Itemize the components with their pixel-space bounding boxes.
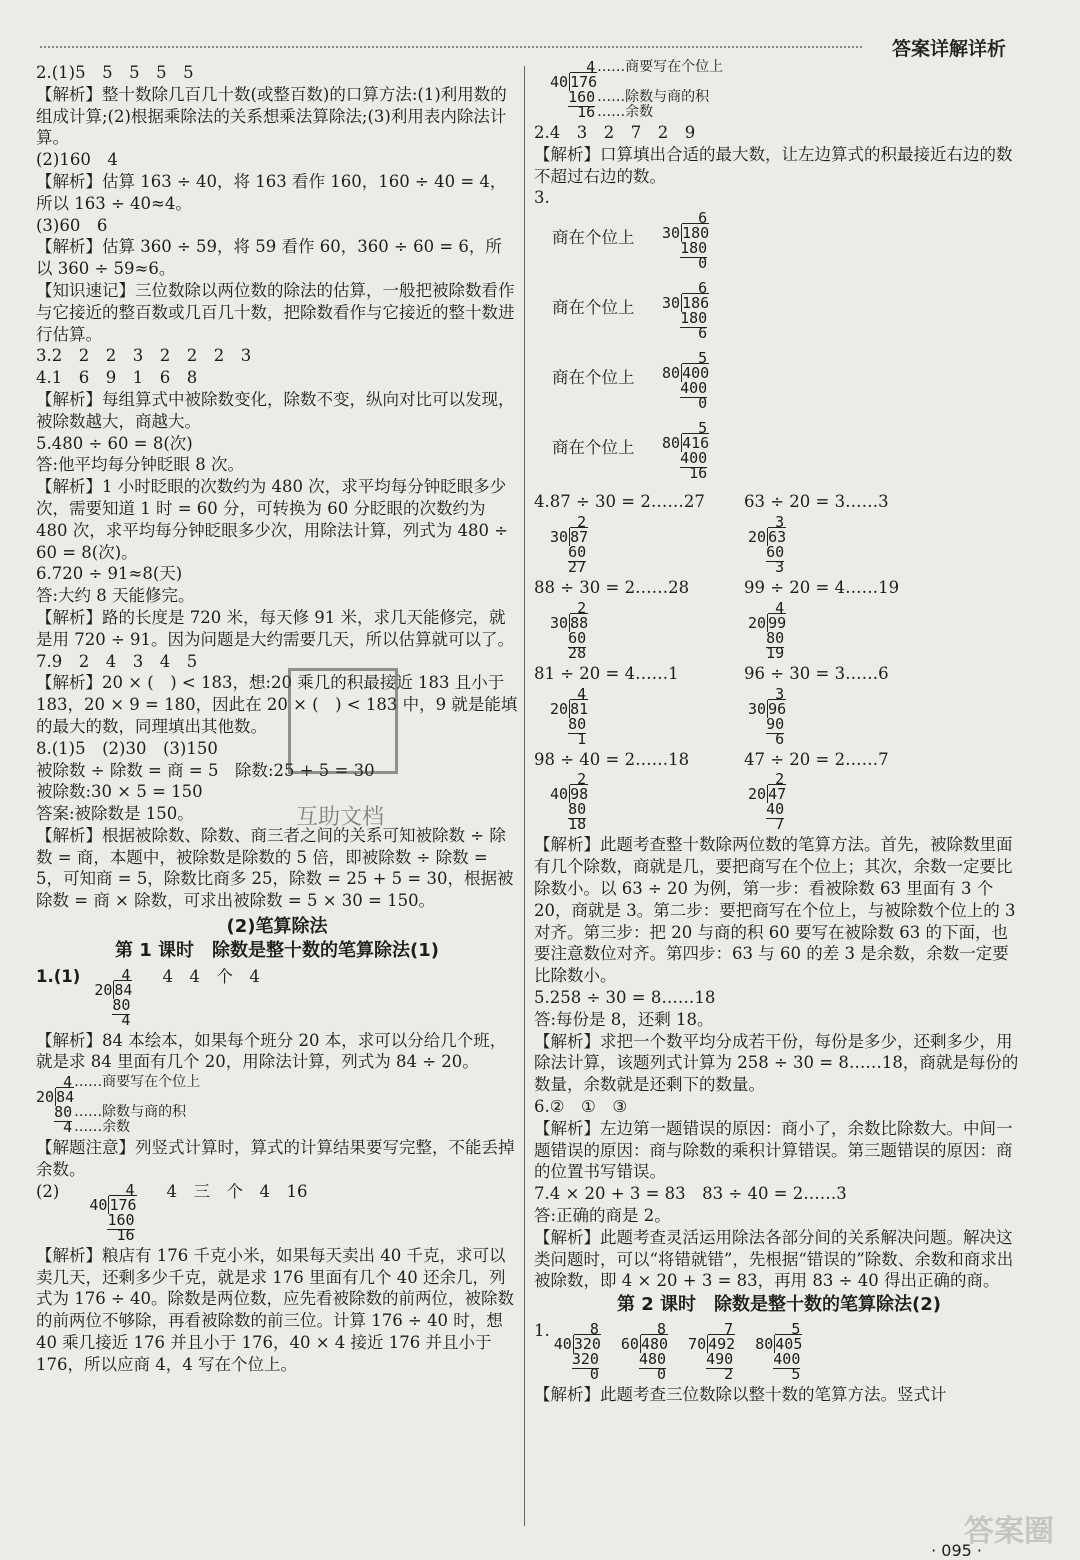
explanation: 【解析】根据被除数、除数、商三者之间的关系可知被除数 ÷ 除数 = 商，本题中，被除数是除数的 5 倍，即被除数 ÷ 除数 = 5，可知商 = 5，除数比商多 25，除数 = 25 + 5 = 30，根据被除数 = 商 × 除数，可求出被除数 = 5 × 30 = 150。 (36, 825, 514, 911)
q3-caption: 商在个位上 (552, 228, 635, 248)
answer-line: 6.720 ÷ 91≈8(天) (36, 564, 183, 584)
long-division: 7 70 492 490 2 (688, 1319, 736, 1383)
long-division: 4 20 81 80 1 (550, 684, 589, 748)
long-division: 3 20 63 60 3 (748, 512, 787, 576)
note-remainder: 余数 (102, 1119, 131, 1136)
equation: 47 ÷ 20 = 2……7 (744, 749, 889, 769)
equation: 98 ÷ 40 = 2……18 (534, 749, 690, 769)
answer-line: 5.480 ÷ 60 = 8(次) (36, 433, 193, 453)
explanation: 【解析】求把一个数平均分成若干份，每份是多少，还剩多少，用除法计算，该题列式计算为 258 ÷ 30 = 8……18，商就是每份的数量，余数就是还剩下的数量。 (534, 1031, 1019, 1095)
stamp-mark (288, 668, 398, 774)
answer-line: 3.2 2 2 3 2 2 2 3 (36, 346, 252, 366)
explanation: 【解析】此题考查整十数除两位数的笔算方法。首先，被除数里面有几个除数，商就是几，要把商写在个位上；其次，余数一定要比除数小。以 63 ÷ 20 为例，第一步：看被除数 63 里面有 3 个 20，商就是 3。第二步：要把商写在个位上，与被除数个位上的 3 对齐。第三步：把 20 与商的积 60 要写在被除数 63 的下面，也要注意数位对齐。第四步：63 与 60 的差 3 是余数，余数一定要比除数小。 (534, 835, 1016, 986)
q4-pair (534, 577, 1024, 663)
equation: 63 ÷ 20 = 3……3 (744, 492, 889, 512)
answer-line: 被除数 ÷ 除数 = 商 = 5 除数:25 + 5 = 30 (36, 760, 375, 780)
q8-label: 1. (534, 1320, 550, 1340)
answer-line: 7.9 2 4 3 4 5 (36, 651, 198, 671)
note-product: 除数与商的积 (102, 1104, 187, 1121)
lesson-title: 第 1 课时 除数是整十数的笔算除法(1) (114, 939, 440, 961)
stamp-text: 互助文档 (296, 805, 385, 830)
explanation: 【解析】左边第一题错误的原因：商小了，余数比除数大。中间一题错误的原因：商与除数的乘积计算错误。第三题错误的原因：商的位置书写错误。 (534, 1118, 1013, 1182)
explanation: 【解析】每组算式中被除数变化，除数不变，纵向对比可以发现，被除数越大，商越大。 (36, 389, 515, 431)
header-dotted-rule (40, 46, 862, 48)
equation: 96 ÷ 30 = 3……6 (744, 663, 889, 683)
note-quotient: 商要写在个位上 (102, 1074, 201, 1091)
long-division: 4 20 84 80 4 (94, 965, 133, 1029)
equation: 99 ÷ 20 = 4……19 (744, 577, 900, 597)
q1b-label: (2) (36, 1181, 60, 1201)
q8-row (534, 1320, 1024, 1384)
note-product: 除数与商的积 (625, 89, 710, 105)
explanation: 【解析】84 本绘本，如果每个班分 20 本，求可以分给几个班，就是求 84 里面有几个 20，用除法计算，列式为 84 ÷ 20。 (36, 1030, 507, 1072)
long-division: 4 40 176 160 16 (89, 1180, 137, 1244)
answer-line: 答案:被除数是 150。 (36, 804, 194, 824)
long-division: 4 20 84 80 4 (36, 1073, 75, 1137)
explanation: 【解析】整十数除几百几十数(或整百数)的口算方法:(1)利用数的组成计算;(2)根据乘除法的关系想乘法算除法;(3)利用表内除法计算。 (36, 84, 507, 148)
q1b-answer: 4 三 个 4 16 (166, 1181, 308, 1201)
answer-line: 2.4 3 2 7 2 9 (534, 123, 696, 142)
q1a-label: 1.(1) (36, 966, 81, 986)
answer-line: 6.② ① ③ (534, 1096, 628, 1116)
equation: 88 ÷ 30 = 2……28 (534, 577, 690, 597)
answer-line: 答:正确的商是 2。 (534, 1205, 671, 1225)
q4-pair (534, 491, 1024, 577)
answer-line: 答:他平均每分钟眨眼 8 次。 (36, 455, 245, 475)
q4-pair (534, 663, 1024, 749)
long-division: 5 80 400 400 0 (662, 349, 710, 413)
note-remainder: 余数 (625, 104, 654, 120)
column-divider (524, 66, 525, 1526)
q4-pair (534, 749, 1024, 835)
explanation: 【解析】估算 360 ÷ 59，将 59 看作 60，360 ÷ 60 = 6，所以 360 ÷ 59≈6。 (36, 237, 502, 279)
knowledge-note: 【知识速记】三位数除以两位数的除法的估算，一般把被除数看作与它接近的整百数或几百几十数，把除数看作与它接近的整十数进行估算。 (36, 280, 515, 344)
answer-line: 答:大约 8 天能修完。 (36, 586, 195, 606)
page-number: · 095 · (931, 1541, 982, 1560)
answer-line: 答:每份是 8，还剩 18。 (534, 1009, 714, 1029)
annotated-division: 4 40 176 160 16 ……商要写在个位上 ……除数与商的积 ……余数 (550, 58, 724, 121)
tip-note: 【解题注意】列竖式计算时，算式的计算结果要写完整，不能丢掉余数。 (36, 1138, 515, 1180)
explanation: 【解析】口算填出合适的最大数，让左边算式的积最接近右边的数不超过右边的数。 (534, 144, 1013, 186)
section-title: (2)笔算除法 (226, 916, 328, 938)
explanation: 【解析】粮店有 176 千克小米，如果每天卖出 40 千克，求可以卖几天，还剩多少千克，就是求 176 里面有几个 40 还余几，列式为 176 ÷ 40。除数是两位数，应先看被除数的前两位，被除数的前两位不够除，再看被除数的前三位。计算 176 ÷ 40 时，想 40 乘几接近 176 并且小于 176，40 × 4 接近 176 并且小于 176，所以应商 4，4 写在个位上。 (36, 1245, 515, 1374)
explanation: 【解析】估算 163 ÷ 40，将 163 看作 160，160 ÷ 40 = 4，所以 163 ÷ 40≈4。 (36, 171, 507, 213)
long-division: 5 80 416 400 16 (662, 419, 710, 483)
long-division: 2 30 88 60 28 (550, 598, 589, 662)
right-column (534, 58, 1024, 1406)
answer-line: (2)160 4 (36, 150, 118, 170)
q3-item (552, 209, 1024, 273)
long-division: 6 30 180 180 0 (662, 209, 710, 273)
left-column (36, 62, 518, 1376)
explanation: 【解析】此题考查三位数除以整十数的笔算方法。竖式计 (534, 1384, 947, 1404)
explanation: 【解析】此题考查灵活运用除法各部分间的关系解决问题。解决这类问题时，可以“将错就错”，先根据“错误的”除数、余数和商求出被除数，即 4 × 20 + 3 = 83，再用 83 ÷ 40 得出正确的商。 (534, 1227, 1014, 1291)
explanation: 【解析】路的长度是 720 米，每天修 91 米，求几天能修完，就是用 720 ÷ 91。因为问题是大约需要几天，所以估算就可以了。 (36, 607, 515, 649)
q3-caption: 商在个位上 (552, 298, 635, 318)
answer-line: 8.(1)5 (2)30 (3)150 (36, 738, 218, 758)
q1a-row (36, 966, 518, 1030)
answer-line: 7.4 × 20 + 3 = 83 83 ÷ 40 = 2……3 (534, 1184, 847, 1204)
watermark-logo: 答案圈 (964, 1514, 1054, 1549)
annotated-division: 4 20 84 80 4 ……商要写在个位上 ……除数与商的积 ……余数 (36, 1073, 201, 1137)
equation: 81 ÷ 20 = 4……1 (534, 663, 679, 683)
answer-line: 被除数:30 × 5 = 150 (36, 782, 203, 802)
answer-line: (3)60 6 (36, 215, 108, 235)
long-division: 5 80 405 400 5 (755, 1319, 803, 1383)
explanation: 【解析】20 × ( ) < 183，想:20 乘几的积最接近 183 且小于 183，20 × 9 = 180，因此在 20 × ( ) < 183 中，9 就是能填的最大的数，同理填出其他数。 (36, 673, 518, 736)
long-division: 2 30 87 60 27 (550, 512, 589, 576)
answer-line: 2.(1)5 5 5 5 5 (36, 63, 194, 82)
long-division: 3 30 96 90 6 (748, 684, 787, 748)
lesson-title: 第 2 课时 除数是整十数的笔算除法(2) (616, 1294, 942, 1316)
explanation: 【解析】1 小时眨眼的次数约为 480 次，求平均每分钟眨眼多少次，需要知道 1 时 = 60 分，可转换为 60 分眨眼的次数约为 480 次，求平均每分钟眨眼多少次，用除法计算，列式为 480 ÷ 60 = 8(次)。 (36, 477, 509, 562)
note-quotient: 商要写在个位上 (625, 59, 724, 75)
long-division: 4 20 99 80 19 (748, 598, 787, 662)
long-division: 8 60 480 480 0 (620, 1319, 669, 1383)
answer-line: 4.1 6 9 1 6 8 (36, 368, 198, 388)
answer-line: 5.258 ÷ 30 = 8……18 (534, 987, 716, 1007)
long-division: 8 40 320 320 0 (553, 1319, 601, 1383)
equation: 4.87 ÷ 30 = 2……27 (534, 492, 705, 512)
long-division: 4 40 176 160 16 (550, 58, 598, 121)
q1b-row (36, 1181, 518, 1245)
q1a-answer: 4 4 个 4 (162, 966, 260, 986)
long-division: 6 30 186 180 6 (662, 279, 710, 343)
long-division: 2 20 47 40 7 (748, 770, 787, 834)
q3-caption: 商在个位上 (552, 438, 635, 458)
q3-item (552, 349, 1024, 413)
q3-item (552, 279, 1024, 343)
header-title: 答案详解详析 (891, 38, 1006, 60)
q3-label: 3. (534, 188, 550, 208)
long-division: 2 40 98 80 18 (550, 770, 589, 834)
q3-caption: 商在个位上 (552, 368, 635, 388)
q3-item (552, 419, 1024, 483)
